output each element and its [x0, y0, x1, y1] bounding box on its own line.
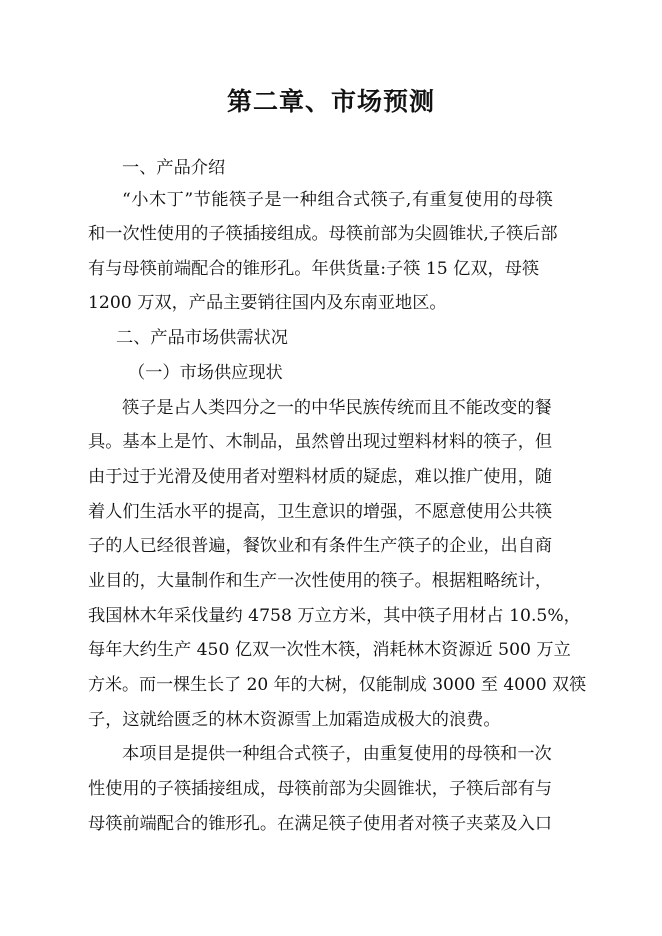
- section-heading-supply-demand: 二、产品市场供需状况: [116, 328, 288, 348]
- paragraph-line: 我国林木年采伐量约 4758 万立方米，其中筷子用材占 10.5%，: [88, 606, 581, 626]
- paragraph-line: 业目的，大量制作和生产一次性使用的筷子。根据粗略统计，: [88, 571, 553, 591]
- paragraph-line: “小木丁”节能筷子是一种组合式筷子,有重复使用的母筷: [122, 190, 554, 210]
- paragraph-line: 筷子是占人类四分之一的中华民族传统而且不能改变的餐: [122, 398, 552, 418]
- paragraph-line: 和一次性使用的子筷插接组成。母筷前部为尖圆锥状,子筷后部: [88, 224, 558, 244]
- paragraph-line: 母筷前端配合的锥形孔。在满足筷子使用者对筷子夹菜及入口: [88, 814, 553, 834]
- paragraph-line: 子，这就给匮乏的林木资源雪上加霜造成极大的浪费。: [88, 710, 501, 730]
- paragraph-line: 子的人已经很普遍，餐饮业和有条件生产筷子的企业，出自商: [88, 536, 553, 556]
- paragraph-line: 性使用的子筷插接组成，母筷前部为尖圆锥状，子筷后部有与: [88, 779, 553, 799]
- paragraph-line: 方米。而一棵生长了 20 年的大树，仅能制成 3000 至 4000 双筷: [88, 675, 587, 695]
- chapter-title: 第二章、市场预测: [226, 87, 435, 116]
- paragraph-line: 每年大约生产 450 亿双一次性木筷，消耗林木资源近 500 万立: [88, 640, 571, 660]
- paragraph-line: 1200 万双，产品主要销往国内及东南亚地区。: [88, 293, 447, 313]
- section-heading-product-intro: 一、产品介绍: [122, 158, 226, 178]
- paragraph-line: 有与母筷前端配合的锥形孔。年供货量:子筷 15 亿双，母筷: [88, 259, 540, 279]
- paragraph-line: 本项目是提供一种组合式筷子，由重复使用的母筷和一次: [122, 744, 552, 764]
- subsection-heading-supply-status: （一）市场供应现状: [128, 363, 283, 383]
- paragraph-line: 着人们生活水平的提高，卫生意识的增强，不愿意使用公共筷: [88, 502, 553, 522]
- paragraph-line: 具。基本上是竹、木制品，虽然曾出现过塑料材料的筷子，但: [88, 432, 553, 452]
- paragraph-line: 由于过于光滑及使用者对塑料材质的疑虑，难以推广使用，随: [88, 467, 553, 487]
